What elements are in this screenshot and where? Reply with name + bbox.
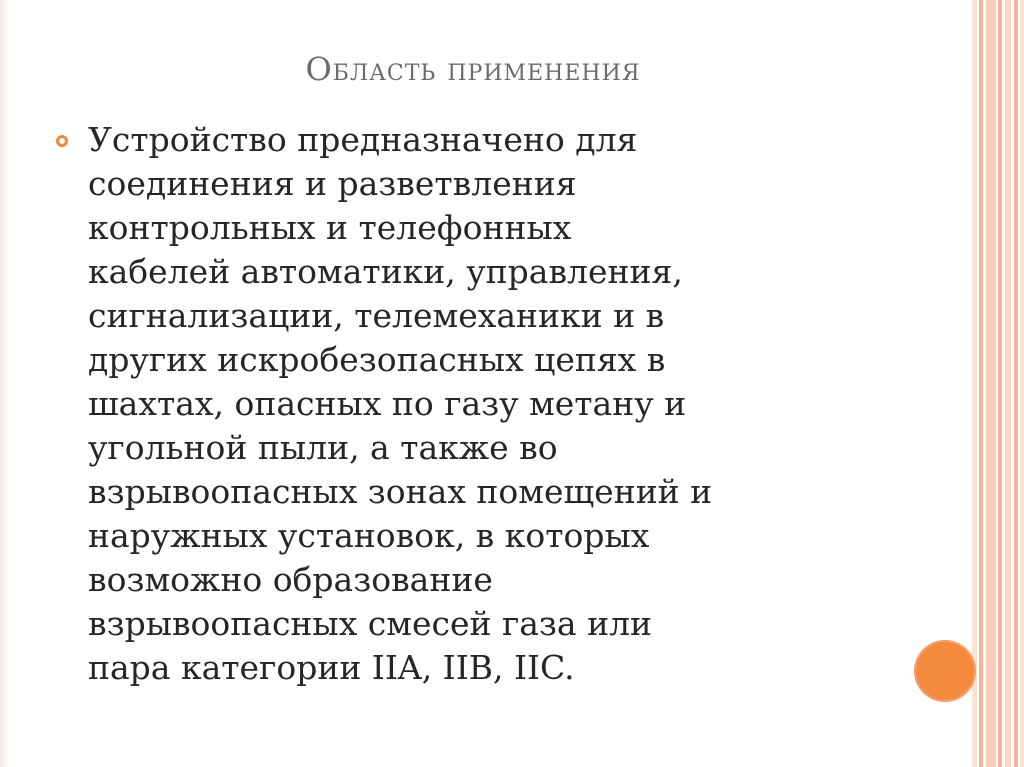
bullet-text-line: взрывоопасных смесей газа или <box>88 604 653 643</box>
stripe <box>979 0 983 767</box>
bullet-text-line: пара категории IIA, IIB, IIC. <box>88 648 575 687</box>
bullet-text-line: шахтах, опасных по газу метану и <box>88 384 687 423</box>
slide-title: Область применения <box>305 50 641 88</box>
bullet-text-line: возможно образование <box>88 560 493 599</box>
bullet-text-line: кабелей автоматики, управления, <box>88 252 683 291</box>
bullet-text-line: Устройство предназначено для <box>88 120 638 159</box>
bullet-text-line: взрывоопасных зонах помещений и <box>88 472 713 511</box>
stripe <box>1005 0 1011 767</box>
bullet-text-line: наружных установок, в которых <box>88 516 650 555</box>
stripe <box>986 0 996 767</box>
bullet-text-line: соединения и разветвления <box>88 164 577 203</box>
bullet-text-line: контрольных и телефонных <box>88 208 572 247</box>
bullet-icon <box>56 135 68 147</box>
decorative-stripes <box>972 0 1024 767</box>
decorative-circle <box>914 640 976 702</box>
slide-left-edge <box>0 0 10 767</box>
bullet-text-line: угольной пыли, а также во <box>88 428 558 467</box>
stripe <box>1014 0 1018 767</box>
stripe <box>1020 0 1024 767</box>
bullet-text <box>88 118 888 690</box>
bullet-text-line: других искробезопасных цепях в <box>88 340 666 379</box>
stripe <box>998 0 1002 767</box>
bullet-text-line: сигнализации, телемеханики и в <box>88 296 665 335</box>
stripe <box>972 0 977 767</box>
